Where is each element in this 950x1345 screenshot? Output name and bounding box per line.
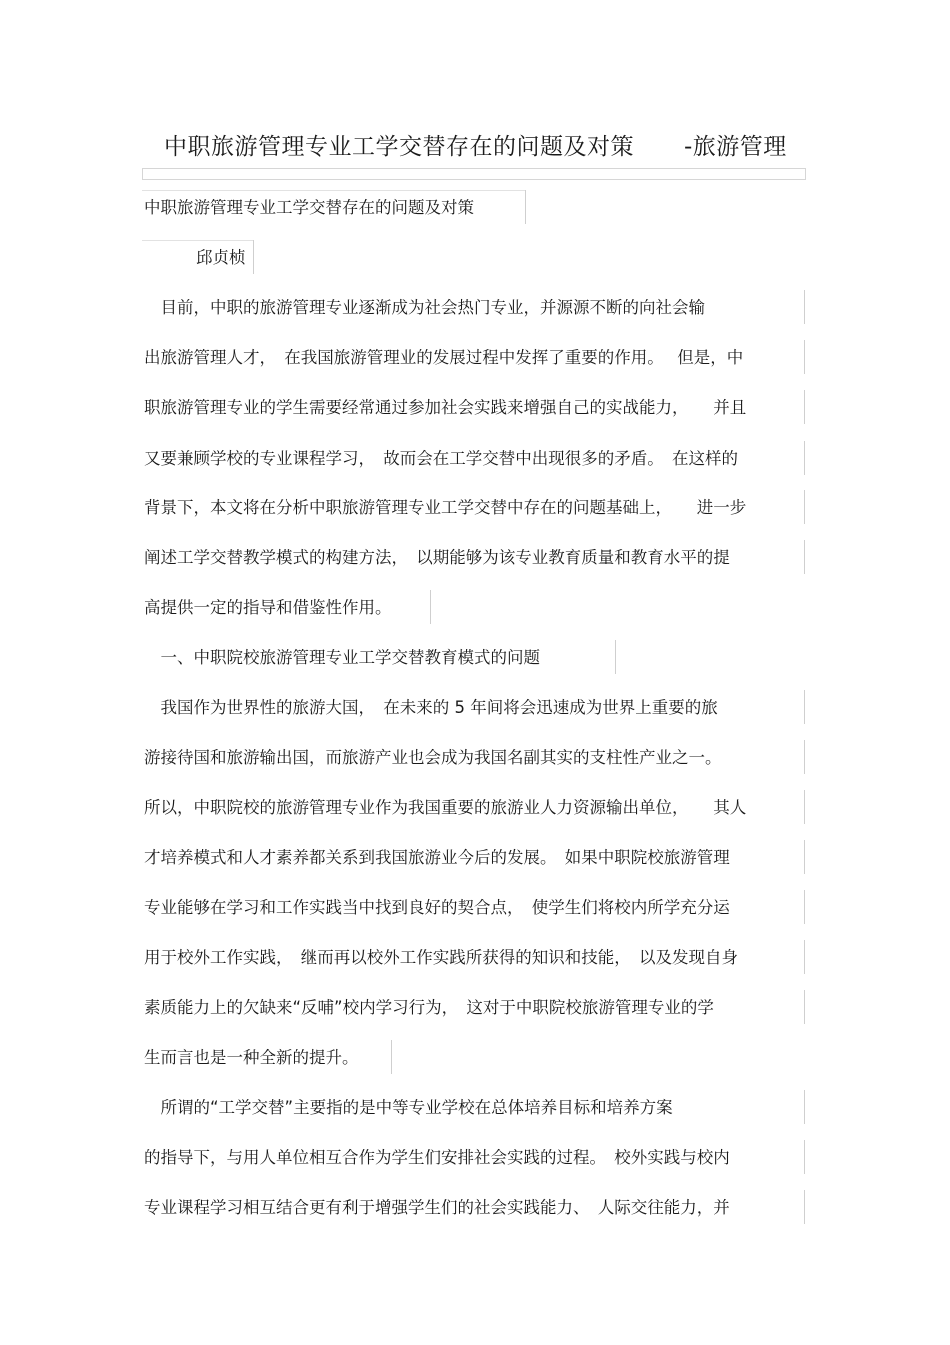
divider (804, 890, 805, 924)
paragraph-line: 用于校外工作实践， 继而再以校外工作实践所获得的知识和技能， 以及发现自身 (144, 948, 738, 967)
divider (253, 240, 254, 274)
title-underline-box (142, 168, 806, 180)
divider (525, 190, 526, 224)
paragraph-line: 高提供一定的指导和借鉴性作用。 (144, 598, 392, 617)
divider (391, 1040, 392, 1074)
paragraph-line: 专业课程学习相互结合更有利于增强学生们的社会实践能力、 人际交往能力，并 (144, 1198, 730, 1217)
paragraph-line: 又要兼顾学校的专业课程学习， 故而会在工学交替中出现很多的矛盾。 在这样的 (144, 449, 738, 468)
divider (142, 240, 253, 241)
paragraph-line: 职旅游管理专业的学生需要经常通过参加社会实践来增强自己的实战能力， 并且 (144, 398, 747, 417)
paragraph-line: 所谓的“工学交替”主要指的是中等专业学校在总体培养目标和培养方案 (144, 1098, 673, 1117)
author-name: 邱贞桢 (196, 248, 246, 267)
paragraph-line: 目前，中职的旅游管理专业逐渐成为社会热门专业，并源源不断的向社会输 (144, 298, 705, 317)
page-title (164, 128, 787, 161)
divider (804, 940, 805, 974)
paragraph-line: 素质能力上的欠缺来“反哺”校内学习行为， 这对于中职院校旅游管理专业的学 (144, 998, 714, 1017)
paragraph-line: 背景下，本文将在分析中职旅游管理专业工学交替中存在的问题基础上， 进一步 (144, 498, 747, 517)
paragraph-line: 所以，中职院校的旅游管理专业作为我国重要的旅游业人力资源输出单位， 其人 (144, 798, 747, 817)
paragraph-line: 生而言也是一种全新的提升。 (144, 1048, 359, 1067)
paragraph-line: 出旅游管理人才， 在我国旅游管理业的发展过程中发挥了重要的作用。 但是，中 (144, 348, 744, 367)
paragraph-line: 的指导下，与用人单位相互合作为学生们安排社会实践的过程。 校外实践与校内 (144, 1148, 730, 1167)
divider (804, 740, 805, 774)
paragraph-line: 阐述工学交替教学模式的构建方法， 以期能够为该专业教育质量和教育水平的提 (144, 548, 730, 567)
divider (804, 1190, 805, 1224)
divider (615, 640, 616, 674)
divider (804, 340, 805, 374)
paragraph-line: 我国作为世界性的旅游大国， 在未来的 5 年间将会迅速成为世界上重要的旅 (144, 698, 718, 717)
divider (804, 540, 805, 574)
title-main: 中职旅游管理专业工学交替存在的问题及对策 (164, 134, 634, 160)
divider (804, 490, 805, 524)
paragraph-line: 专业能够在学习和工作实践当中找到良好的契合点， 使学生们将校内所学充分运 (144, 898, 730, 917)
divider (804, 290, 805, 324)
divider (804, 1140, 805, 1174)
paragraph-line: 游接待国和旅游输出国，而旅游产业也会成为我国名副其实的支柱性产业之一。 (144, 748, 722, 767)
section-heading: 一、中职院校旅游管理专业工学交替教育模式的问题 (144, 648, 540, 667)
paragraph-line: 才培养模式和人才素养都关系到我国旅游业今后的发展。 如果中职院校旅游管理 (144, 848, 730, 867)
divider (804, 990, 805, 1024)
divider (804, 840, 805, 874)
divider (804, 441, 805, 475)
title-suffix: -旅游管理 (684, 134, 787, 160)
divider (430, 590, 431, 624)
divider (804, 1090, 805, 1124)
divider (804, 790, 805, 824)
divider (804, 690, 805, 724)
divider (804, 390, 805, 424)
article-subtitle: 中职旅游管理专业工学交替存在的问题及对策 (144, 198, 474, 217)
divider (142, 190, 525, 191)
